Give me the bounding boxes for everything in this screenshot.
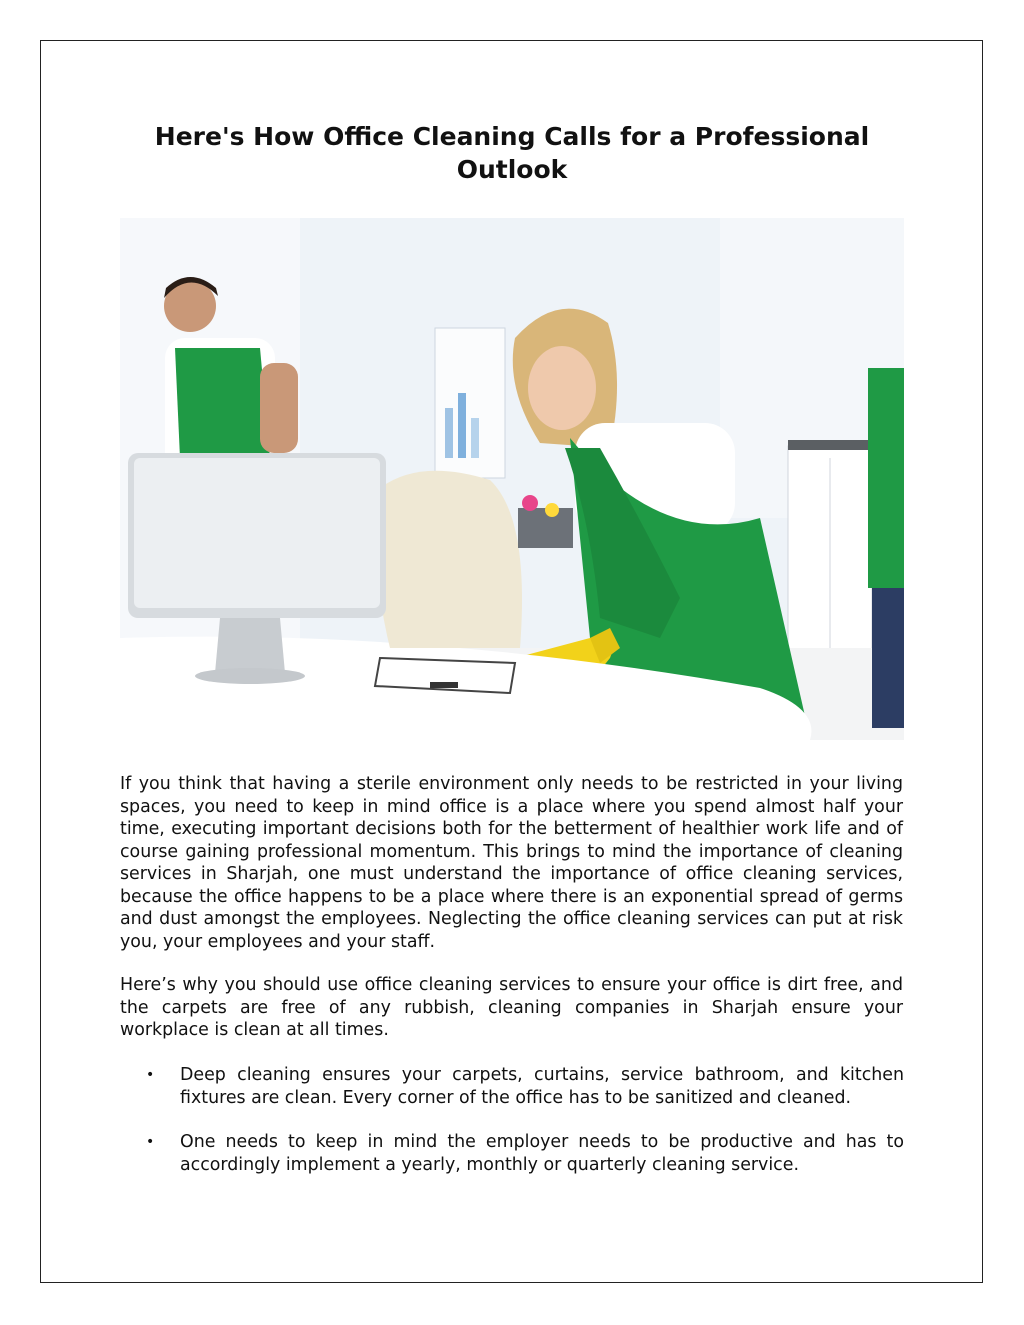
paragraph-why: Here’s why you should use office cleaning services to ensure your office is dirt free, and the carpets are free of any rubbish, cleaning companies in Sharjah ensure your workplace is clean at all times. (120, 975, 903, 1040)
office-cleaning-photo (120, 218, 904, 740)
bullet-list (120, 1064, 904, 1198)
list-item-text: One needs to keep in mind the employer needs to be productive and has to accordingly implement a yearly, monthly or quarterly cleaning service. (180, 1132, 904, 1175)
bullet-icon: • (146, 1134, 155, 1150)
page-title: Here's How Office Cleaning Calls for a Professional Outlook (154, 122, 870, 184)
list-item (120, 1131, 904, 1176)
bullet-icon: • (146, 1067, 155, 1083)
list-item (120, 1064, 904, 1109)
list-item-text: Deep cleaning ensures your carpets, curtains, service bathroom, and kitchen fixtures are clean. Every corner of the office has to be sanitized and cleaned. (180, 1065, 904, 1108)
paragraph-intro: If you think that having a sterile environment only needs to be restricted in your living spaces, you need to keep in mind office is a place where you spend almost half your time, executing important decisions both for the betterment of healthier work life and of course gaining professional momentum. This brings to mind the importance of cleaning services in Sharjah, one must understand the importance of office cleaning services, because the office happens to be a place where there is an exponential spread of germs and dust amongst the employees. Neglecting the office cleaning services can put at risk you, your employees and your staff. (120, 774, 903, 952)
